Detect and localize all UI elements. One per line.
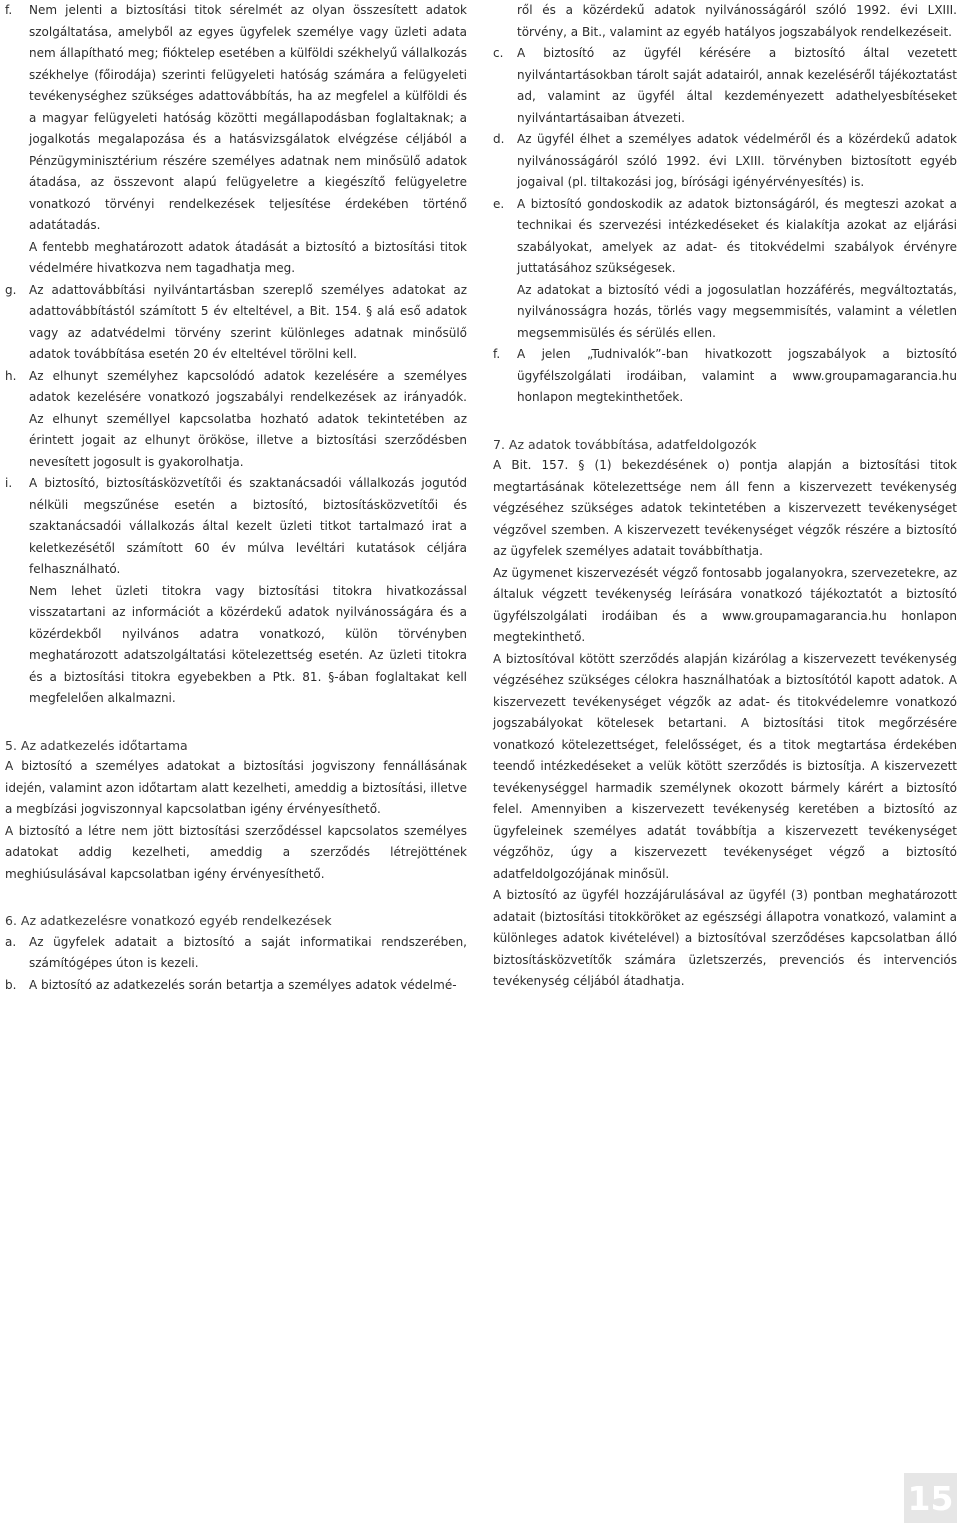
list-item-c — [493, 43, 957, 129]
left-column — [5, 0, 467, 996]
paragraph: A biztosító az ügyfél kérésére a biztosító által vezetett nyilvántartásokban tárolt saját adatairól, annak kezeléséről tájékoztatást ad, valamint az ügyfél által kezdeményezett adathelyesbítéseket nyilvántartásaiban átvezeti. — [517, 46, 957, 125]
list-item-e — [493, 194, 957, 280]
list-label: c. — [493, 46, 504, 60]
list-item-h — [5, 366, 467, 474]
right-column — [493, 0, 957, 993]
paragraph: ről és a közérdekű adatok nyilvánosságáról szóló 1992. évi LXIII. törvény, a Bit., valamint az egyéb hatályos jogszabályok rendelkezéseit. — [517, 3, 957, 39]
paragraph: Az adatokat a biztosító védi a jogosulatlan hozzáférés, megváltoztatás, nyilvánosságra hozás, törlés vagy megsemmisítés, valamint a véletlen megsemmisülés és sérülés ellen. — [517, 282, 957, 340]
list-item-f — [5, 0, 467, 237]
list-label: a. — [5, 934, 17, 949]
list-item-d — [493, 129, 957, 194]
paragraph: A fentebb meghatározott adatok átadását a biztosító a biztosítási titok védelmére hivatkozva nem tagadhatja meg. — [29, 239, 467, 275]
paragraph: A biztosító, biztosításközvetítői és szaktanácsadói vállalkozás jogutód nélküli megszűnése esetén a biztosító, biztosításközvetítői és szaktanácsadói vállalkozás által kezelt üzleti titkot tartalmazó irat a keletkezésétől számított 60 év múlva levéltári kutatások céljára felhasználható. — [29, 476, 467, 576]
list-item-i — [5, 473, 467, 581]
list-label: f. — [493, 347, 501, 361]
list-label: b. — [5, 977, 17, 992]
list-label: f. — [5, 3, 13, 17]
paragraph: Az ügyfél élhet a személyes adatok védelméről és a közérdekű adatok nyilvánosságáról szóló 1992. évi LXIII. törvényben biztosított egyéb jogaival (pl. tiltakozási jog, bírósági igényérvényesítés) is. — [517, 132, 957, 189]
list-label: d. — [493, 132, 505, 146]
paragraph: A biztosítóval kötött szerződés alapján kizárólag a kiszervezett tevékenység végzéséhez szükséges célokra használhatóak a biztosítótól kapott adatok. A kiszervezett tevékenységet végzők az adat- és titokvédelemre vonatkozó jogszabályokat kötelesek betartani. A biztosítási titok megőrzésére vonatkozó kötelezettséget, felelősséget, és a titok megtartása érdekében teendő intézkedéseket a velük kötött szerződés is biztosítja. A kiszervezett tevékenységgel harmadik személynek okozott bármely kárért a biztosító felel. Amennyiben a kiszervezett tevékenység keretében a biztosító az ügyfeleinek személyes adatát továbbítja a kiszervezett tevékenységet végzőhöz, úgy a kiszervezett tevékenységet végző a biztosító adatfeldolgozójának minősül. — [493, 651, 957, 881]
section-heading: 6. Az adatkezelésre vonatkozó egyéb rendelkezések — [5, 913, 332, 928]
list-item-a — [5, 932, 467, 975]
paragraph: Az ügymenet kiszervezését végző fontosabb jogalanyokra, szervezetekre, az általuk végzett tevékenység leírására vonatkozó tájékoztatót a biztosító ügyfélszolgálati irodáiban és a www.groupamagarancia.hu honlapon megtekinthető. — [493, 565, 957, 644]
section-heading: 7. Az adatok továbbítása, adatfeldolgozók — [493, 436, 757, 452]
list-label: h. — [5, 368, 17, 383]
list-item-f — [493, 344, 957, 409]
list-label: e. — [493, 196, 505, 211]
list-item-b — [5, 975, 467, 997]
page-number: 15 — [904, 1473, 957, 1523]
list-label: g. — [5, 282, 17, 297]
section-heading: 5. Az adatkezelés időtartama — [5, 737, 188, 753]
paragraph: Nem jelenti a biztosítási titok sérelmét az olyan összesített adatok szolgáltatása, amelyből az egyes ügyfelek személye vagy üzleti adata nem állapítható meg; fióktelep esetében a külföldi székhelyű vállalkozás székhelye (főirodája) szerinti felügyeleti hatóság számára a felügyeleti tevékenységhez szükséges adattovábbítás, ha az megfelel a külföldi és a magyar felügyeleti hatóság közötti megállapodásban foglaltaknak; a jogalkotás megalapozása és a hatásvizsgálatok elvégzése céljából a Pénzügyminisztérium részére személyes adatnak nem minősülő adatok átadása, az összevont alapú felügyeletre a kiegészítő felügyeletre vonatkozó törvényi rendelkezések teljesítése érdekében történő adatátadás. — [29, 3, 467, 232]
paragraph: A biztosító az ügyfél hozzájárulásával az ügyfél (3) pontban meghatározott adatait (biztosítási titokköröket az egészségi állapotra vonatkozó, valamint a különleges adatok kivételével) a biztosítóval szerződéses kapcsolatban álló biztosításközvetítők számára üzletszerzés, prevenciós és intervenciós tevékenység céljából átadhatja. — [493, 888, 957, 988]
paragraph: A biztosító a létre nem jött biztosítási szerződéssel kapcsolatos személyes adatokat addig kezelheti, ameddig a szerződés létrejöttének meghiúsulásával kapcsolatban igény érvényesíthető. — [5, 823, 467, 881]
paragraph: Az elhunyt személyhez kapcsolódó adatok kezelésére a személyes adatok kezelésére vonatkozó jogszabályi rendelkezések az irányadók. Az elhunyt személlyel kapcsolatba hozható adatok tekintetében az érintett jogait az elhunyt örököse, illetve a biztosítási szerződésben nevesített jogosult is gyakorolhatja. — [29, 368, 467, 469]
list-label: i. — [5, 476, 13, 490]
paragraph: Az adattovábbítási nyilvántartásban szereplő személyes adatokat az adattovábbítástól számított 5 év elteltével, a Bit. 154. § alá eső adatok vagy az adatvédelmi törvény szerint különleges adatnak minősülő adatok továbbítása esetén 20 év elteltével törölni kell. — [29, 282, 467, 361]
paragraph: A biztosító az adatkezelés során betartja a személyes adatok védelmé- — [29, 977, 457, 992]
paragraph: A biztosító gondoskodik az adatok biztonságáról, és megteszi azokat a technikai és szervezési intézkedéseket és kialakítja azokat az eljárási szabályokat, amelyek az adat- és titokvédelmi szabályok érvényre juttatásához szükségesek. — [517, 196, 957, 275]
paragraph: Az ügyfelek adatait a biztosító a saját informatikai rendszerében, számítógépes úton is kezeli. — [29, 934, 467, 970]
paragraph: Nem lehet üzleti titokra vagy biztosítási titokra hivatkozással visszatartani az információt a közérdekű adatok nyilvánosságára és a közérdekből nyilvános adatra vonatkozó, külön törvényben meghatározott adatszolgáltatási kötelezettség esetén. Az üzleti titokra és a biztosítási titokra egyebekben a Ptk. 81. §-ában foglaltakat kell megfelelően alkalmazni. — [29, 583, 467, 705]
list-item-g — [5, 280, 467, 366]
paragraph: A biztosító a személyes adatokat a biztosítási jogviszony fennállásának idején, valamint azon időtartam alatt kezelheti, ameddig a biztosítási, illetve a megbízási jogviszonnyal kapcsolatban igény érvényesíthető. — [5, 759, 467, 816]
paragraph: A Bit. 157. § (1) bekezdésének o) pontja alapján a biztosítási titok megtartásának kötelezettsége nem áll fenn a kiszervezett tevékenység végzéséhez szükséges adatok tekintetében a kiszervezett tevékenységet végzővel szemben. A kiszervezett tevékenységet végzők részére a biztosító az ügyfelek személyes adatait továbbíthatja. — [493, 458, 957, 558]
paragraph: A jelen „Tudnivalók”-ban hivatkozott jogszabályok a biztosító ügyfélszolgálati irodáiban, valamint a www.groupamagarancia.hu honlapon megtekinthetőek. — [517, 347, 957, 404]
